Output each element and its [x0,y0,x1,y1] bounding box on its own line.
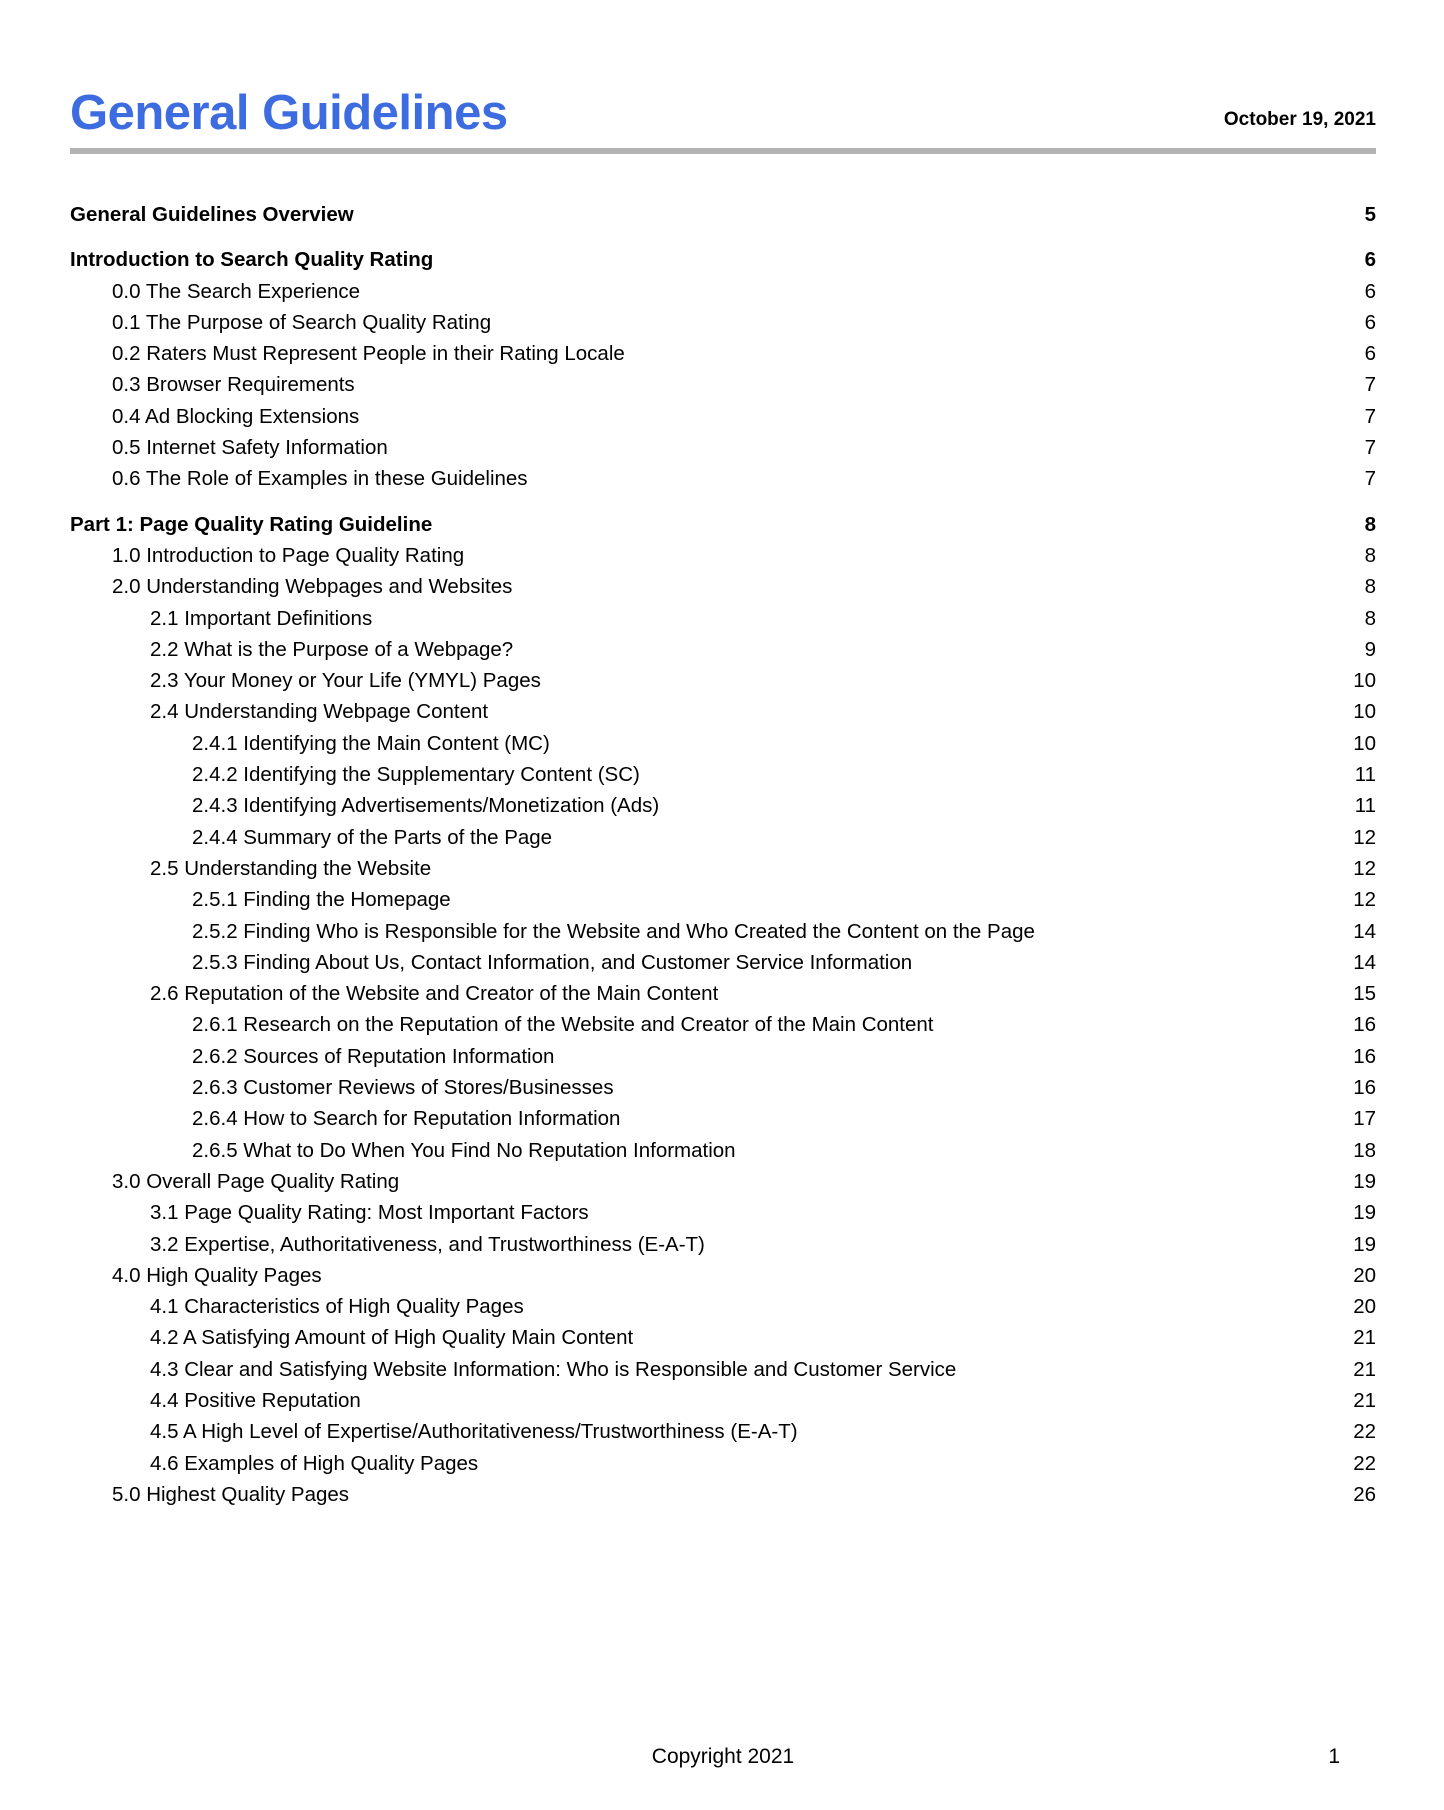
toc-entry[interactable] [70,543,1376,577]
toc-entry[interactable] [70,1044,1376,1078]
toc-entry[interactable] [70,1078,1376,1109]
toc-entry[interactable] [70,1422,1376,1453]
toc-entry-label: 2.6.4 How to Search for Reputation Information [192,1109,621,1130]
toc-entry[interactable] [70,1451,1376,1485]
toc-entry-page-number: 11 [1354,763,1376,787]
toc-entry-label: 2.5.1 Finding the Homepage [192,890,451,911]
toc-entry-page-number: 10 [1353,700,1376,724]
toc-entry[interactable] [70,637,1376,671]
toc-entry-label: 3.1 Page Quality Rating: Most Important Factors [150,1203,589,1224]
toc-entry-page-number: 6 [1364,342,1376,366]
document-header [70,88,1376,139]
toc-entry-page-number: 16 [1353,1013,1376,1037]
toc-entry-page-number: 22 [1353,1451,1376,1475]
toc-entry-label: 4.5 A High Level of Expertise/Authoritativeness/Trustworthiness (E-A-T) [150,1422,798,1443]
toc-entry-page-number: 16 [1353,1044,1376,1068]
toc-entry-page-number: 8 [1364,575,1376,599]
toc-entry-page-number: 7 [1364,404,1376,428]
toc-entry-page-number: 19 [1353,1201,1376,1225]
toc-entry[interactable] [70,205,1376,236]
toc-entry-label: 0.5 Internet Safety Information [112,438,388,459]
toc-entry[interactable] [70,1357,1376,1391]
toc-entry[interactable] [70,250,1376,281]
toc-entry[interactable] [70,1015,1376,1046]
toc-entry-label: 0.2 Raters Must Represent People in their Rating Locale [112,344,625,365]
toc-entry-page-number: 20 [1353,1295,1376,1319]
toc-entry-label: 2.6.2 Sources of Reputation Information [192,1046,555,1068]
toc-entry-label: 2.4.1 Identifying the Main Content (MC) [192,733,550,755]
toc-entry-page-number: 9 [1364,637,1376,661]
toc-entry-page-number: 12 [1353,888,1376,912]
toc-entry-label: 3.2 Expertise, Authoritativeness, and Trustworthiness (E-A-T) [150,1234,705,1255]
toc-entry-label: 4.1 Characteristics of High Quality Pages [150,1297,524,1318]
toc-entry[interactable] [70,469,1376,500]
toc-entry-label: 2.4.2 Identifying the Supplementary Content (SC) [192,765,640,786]
toc-entry-page-number: 10 [1353,731,1376,755]
toc-entry[interactable] [70,1328,1376,1359]
toc-entry-page-number: 16 [1353,1076,1376,1100]
toc-entry-page-number: 8 [1364,512,1376,536]
toc-entry[interactable] [70,1109,1376,1140]
toc-entry-page-number: 19 [1353,1232,1376,1256]
toc-entry-label: 5.0 Highest Quality Pages [112,1484,350,1506]
toc-entry[interactable] [70,512,1376,546]
toc-entry-label: 2.4.4 Summary of the Parts of the Page [192,827,553,849]
toc-entry-label: 0.3 Browser Requirements [112,375,355,396]
toc-entry[interactable] [70,279,1376,313]
toc-entry[interactable] [70,606,1376,640]
toc-entry[interactable] [70,919,1376,953]
toc-entry-label: 0.0 The Search Experience [112,281,361,303]
toc-entry[interactable] [70,344,1376,375]
toc-entry-page-number: 12 [1353,856,1376,880]
toc-entry-page-number: 5 [1364,203,1376,226]
toc-entry-page-number: 7 [1364,436,1376,460]
toc-entry[interactable] [70,796,1376,827]
page-title: General Guidelines [70,86,508,140]
toc-entry-label: 2.6 Reputation of the Website and Creator of the Main Content [150,984,719,1005]
toc-entry-label: 2.5.2 Finding Who is Responsible for the Website and Who Created the Content on the Page [192,921,1035,943]
toc-entry[interactable] [70,1482,1376,1516]
toc-entry[interactable] [70,702,1376,733]
toc-entry-label: 3.0 Overall Page Quality Rating [112,1171,400,1193]
toc-entry[interactable] [70,1138,1376,1172]
toc-entry-label: 0.1 The Purpose of Search Quality Rating [112,312,492,334]
toc-entry-page-number: 11 [1354,794,1376,818]
toc-entry-page-number: 10 [1353,669,1376,693]
toc-entry[interactable] [70,765,1376,796]
toc-entry[interactable] [70,1263,1376,1297]
toc-entry-label: 2.6.5 What to Do When You Find No Reputation Information [192,1140,736,1162]
toc-entry-label: 0.6 The Role of Examples in these Guidelines [112,469,528,490]
toc-entry-label: 4.6 Examples of High Quality Pages [150,1453,479,1475]
toc-entry-label: 0.4 Ad Blocking Extensions [112,406,360,428]
toc-entry-label: 2.4.3 Identifying Advertisements/Monetization (Ads) [192,796,660,817]
toc-entry-page-number: 14 [1353,919,1376,943]
toc-entry-page-number: 22 [1353,1420,1376,1444]
document-date: October 19, 2021 [1223,109,1376,131]
toc-entry[interactable] [70,577,1376,608]
toc-entry[interactable] [70,950,1376,984]
toc-entry-label: 2.4 Understanding Webpage Content [150,702,489,723]
toc-entry[interactable] [70,1203,1376,1234]
toc-entry-label: 4.0 High Quality Pages [112,1265,322,1287]
toc-entry[interactable] [70,984,1376,1015]
toc-entry-label: Introduction to Search Quality Rating [70,250,434,271]
toc-entry-page-number: 12 [1353,825,1376,849]
toc-entry-label: 4.4 Positive Reputation [150,1390,361,1412]
toc-entry[interactable] [70,731,1376,765]
toc-entry-page-number: 17 [1353,1107,1376,1131]
toc-entry[interactable] [70,310,1376,344]
toc-entry-page-number: 7 [1364,373,1376,397]
toc-entry[interactable] [70,1169,1376,1203]
toc-entry-label: 2.2 What is the Purpose of a Webpage? [150,639,514,661]
toc-entry-page-number: 21 [1353,1357,1376,1381]
toc-entry[interactable] [70,890,1376,921]
toc-entry-page-number: 8 [1364,606,1376,630]
toc-entry[interactable] [70,1232,1376,1266]
toc-entry-page-number: 19 [1353,1169,1376,1193]
header-divider [70,148,1376,154]
toc-entry-page-number: 7 [1364,467,1376,491]
toc-entry[interactable] [70,1388,1376,1422]
toc-entry-label: 4.2 A Satisfying Amount of High Quality Main Content [150,1328,634,1349]
toc-entry-label: 2.5 Understanding the Website [150,858,432,880]
toc-entry-page-number: 26 [1353,1482,1376,1506]
toc-entry-label: 2.3 Your Money or Your Life (YMYL) Pages [150,671,541,692]
toc-entry-page-number: 14 [1353,950,1376,974]
toc-entry-label: Part 1: Page Quality Rating Guideline [70,514,433,536]
toc-entry-label: 2.1 Important Definitions [150,608,373,630]
footer-page-number: 1 [1328,1745,1340,1768]
document-footer [70,1745,1376,1775]
footer-copyright: Copyright 2021 [651,1745,795,1768]
toc-entry[interactable] [70,825,1376,859]
toc-entry-page-number: 6 [1364,279,1376,303]
toc-entry-page-number: 6 [1364,248,1376,272]
table-of-contents [70,205,1376,1516]
toc-entry-page-number: 20 [1353,1263,1376,1287]
toc-entry-label: 2.6.3 Customer Reviews of Stores/Businesses [192,1078,614,1099]
toc-entry[interactable] [70,375,1376,406]
toc-entry-label: 2.0 Understanding Webpages and Websites [112,577,513,598]
toc-entry[interactable] [70,404,1376,438]
toc-entry-page-number: 21 [1353,1388,1376,1412]
toc-entry-page-number: 15 [1353,982,1376,1006]
toc-entry-page-number: 8 [1364,543,1376,567]
toc-entry-label: 4.3 Clear and Satisfying Website Information: Who is Responsible and Customer Service [150,1359,957,1381]
toc-entry[interactable] [70,671,1376,702]
toc-entry-page-number: 6 [1364,310,1376,334]
toc-entry-label: General Guidelines Overview [70,205,354,226]
toc-entry[interactable] [70,438,1376,469]
toc-entry-label: 2.6.1 Research on the Reputation of the Website and Creator of the Main Content [192,1015,934,1036]
toc-entry-page-number: 18 [1353,1138,1376,1162]
toc-entry[interactable] [70,1297,1376,1328]
toc-entry-label: 2.5.3 Finding About Us, Contact Information, and Customer Service Information [192,952,913,974]
toc-entry-label: 1.0 Introduction to Page Quality Rating [112,545,465,567]
toc-entry[interactable] [70,856,1376,890]
toc-entry-page-number: 21 [1353,1326,1376,1350]
